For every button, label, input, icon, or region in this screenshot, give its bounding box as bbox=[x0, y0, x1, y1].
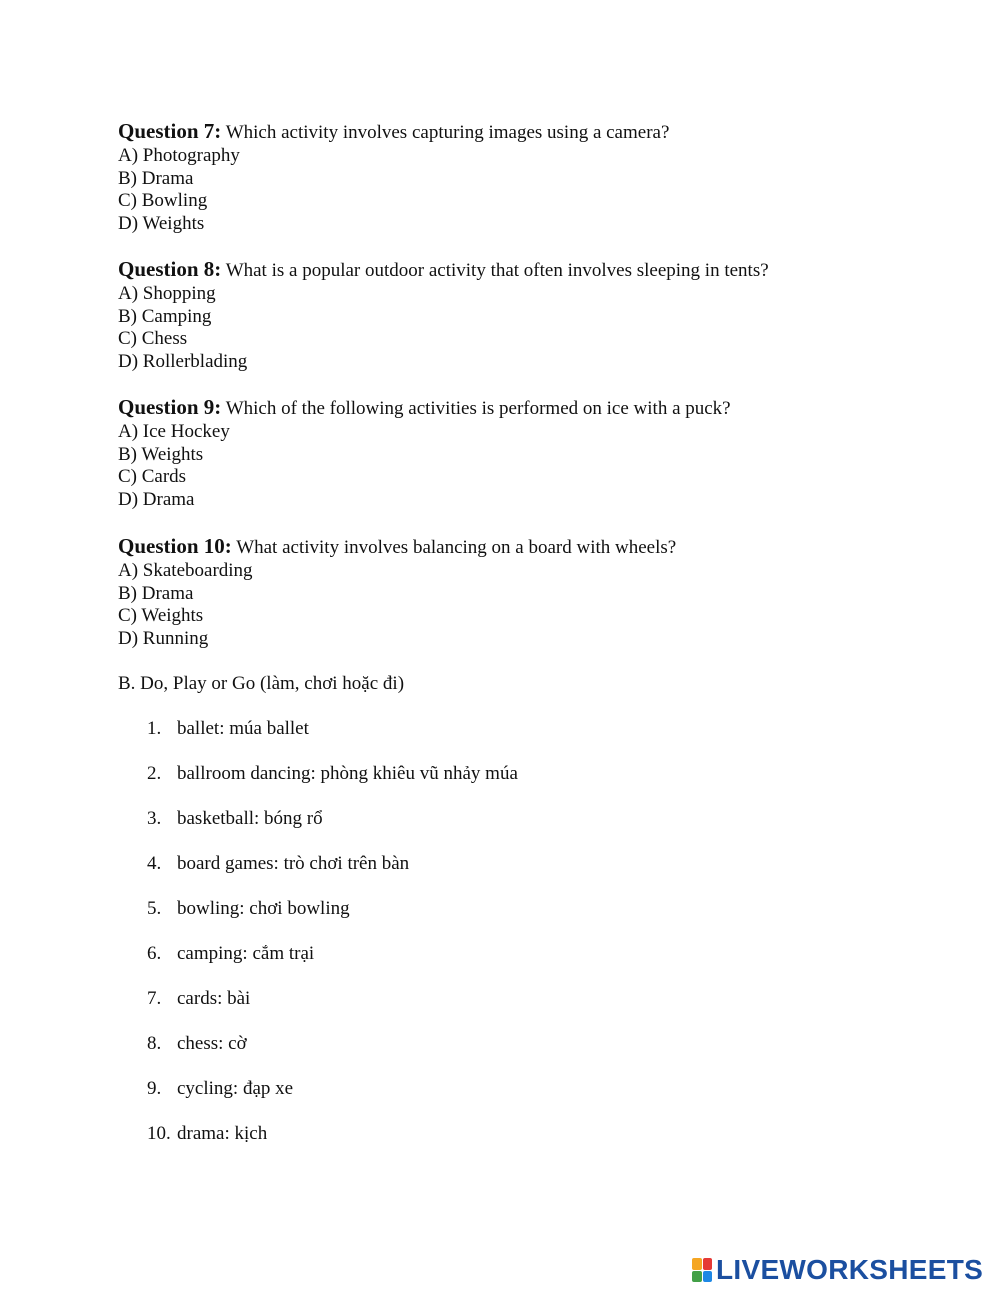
list-item-number: 9. bbox=[147, 1078, 162, 1099]
question-text: Which of the following activities is performed on ice with a puck? bbox=[225, 398, 731, 419]
answer-option-d: D) Rollerblading bbox=[118, 350, 248, 372]
list-item bbox=[147, 1122, 267, 1146]
answer-option-b: B) Camping bbox=[118, 305, 212, 327]
list-item-number: 5. bbox=[147, 898, 162, 919]
answer-option-c: C) Bowling bbox=[118, 190, 208, 212]
answer-option-c: C) Weights bbox=[118, 605, 204, 627]
answer-option-d: D) Running bbox=[118, 627, 209, 649]
question-9 bbox=[118, 395, 938, 511]
question-heading bbox=[118, 119, 938, 145]
list-item-text: ballet: múa ballet bbox=[177, 718, 309, 739]
list-item bbox=[147, 1077, 293, 1101]
answer-option-b: B) Drama bbox=[118, 167, 194, 189]
question-text: What activity involves balancing on a board with wheels? bbox=[236, 537, 677, 558]
section-b-heading: B. Do, Play or Go (làm, chơi hoặc đi) bbox=[118, 673, 405, 694]
answer-option-d: D) Drama bbox=[118, 488, 195, 510]
answer-option-c: C) Cards bbox=[118, 466, 187, 488]
question-text: Which activity involves capturing images using a camera? bbox=[225, 122, 670, 143]
answer-option-a: A) Photography bbox=[118, 145, 240, 166]
list-item-number: 4. bbox=[147, 853, 162, 874]
answer-option-c: C) Chess bbox=[118, 328, 188, 350]
list-item-number: 7. bbox=[147, 988, 162, 1009]
list-item-text: basketball: bóng rổ bbox=[177, 808, 323, 829]
list-item bbox=[147, 807, 323, 831]
question-text: What is a popular outdoor activity that often involves sleeping in tents? bbox=[225, 260, 769, 281]
list-item bbox=[147, 852, 409, 876]
list-item-number: 6. bbox=[147, 943, 162, 964]
liveworksheets-logo bbox=[692, 1255, 983, 1285]
question-heading bbox=[118, 534, 938, 560]
list-item-number: 3. bbox=[147, 808, 162, 829]
list-item-text: board games: trò chơi trên bàn bbox=[177, 853, 410, 874]
answer-option-b: B) Weights bbox=[118, 443, 204, 465]
answer-option-a: A) Skateboarding bbox=[118, 560, 253, 581]
question-10 bbox=[118, 534, 938, 650]
question-label: Question 10: bbox=[118, 534, 232, 558]
list-item-number: 1. bbox=[147, 718, 162, 739]
answer-option-b: B) Drama bbox=[118, 582, 194, 604]
list-item bbox=[147, 942, 314, 966]
list-item bbox=[147, 897, 350, 921]
question-7 bbox=[118, 119, 938, 235]
list-item-text: chess: cờ bbox=[177, 1033, 247, 1054]
question-8 bbox=[118, 257, 938, 373]
answer-option-d: D) Weights bbox=[118, 212, 205, 234]
list-item-text: ballroom dancing: phòng khiêu vũ nhảy múa bbox=[177, 763, 518, 784]
question-heading bbox=[118, 257, 938, 283]
list-item-text: drama: kịch bbox=[177, 1123, 268, 1144]
list-item bbox=[147, 1032, 247, 1056]
list-item bbox=[147, 762, 518, 786]
list-item bbox=[147, 987, 250, 1011]
question-heading bbox=[118, 395, 938, 421]
list-item-text: bowling: chơi bowling bbox=[177, 898, 350, 919]
question-label: Question 8: bbox=[118, 257, 222, 281]
answer-option-a: A) Shopping bbox=[118, 283, 216, 304]
list-item-text: cycling: đạp xe bbox=[177, 1078, 294, 1099]
liveworksheets-logo-icon bbox=[692, 1258, 712, 1282]
list-item-text: cards: bài bbox=[177, 988, 251, 1009]
list-item-number: 10. bbox=[147, 1123, 171, 1144]
list-item-number: 8. bbox=[147, 1033, 162, 1054]
list-item-number: 2. bbox=[147, 763, 162, 784]
answer-option-a: A) Ice Hockey bbox=[118, 421, 230, 442]
list-item-text: camping: cắm trại bbox=[177, 943, 315, 964]
list-item bbox=[147, 717, 309, 741]
logo-text: LIVEWORKSHEETS bbox=[716, 1254, 984, 1285]
question-label: Question 9: bbox=[118, 395, 222, 419]
question-label: Question 7: bbox=[118, 119, 222, 143]
